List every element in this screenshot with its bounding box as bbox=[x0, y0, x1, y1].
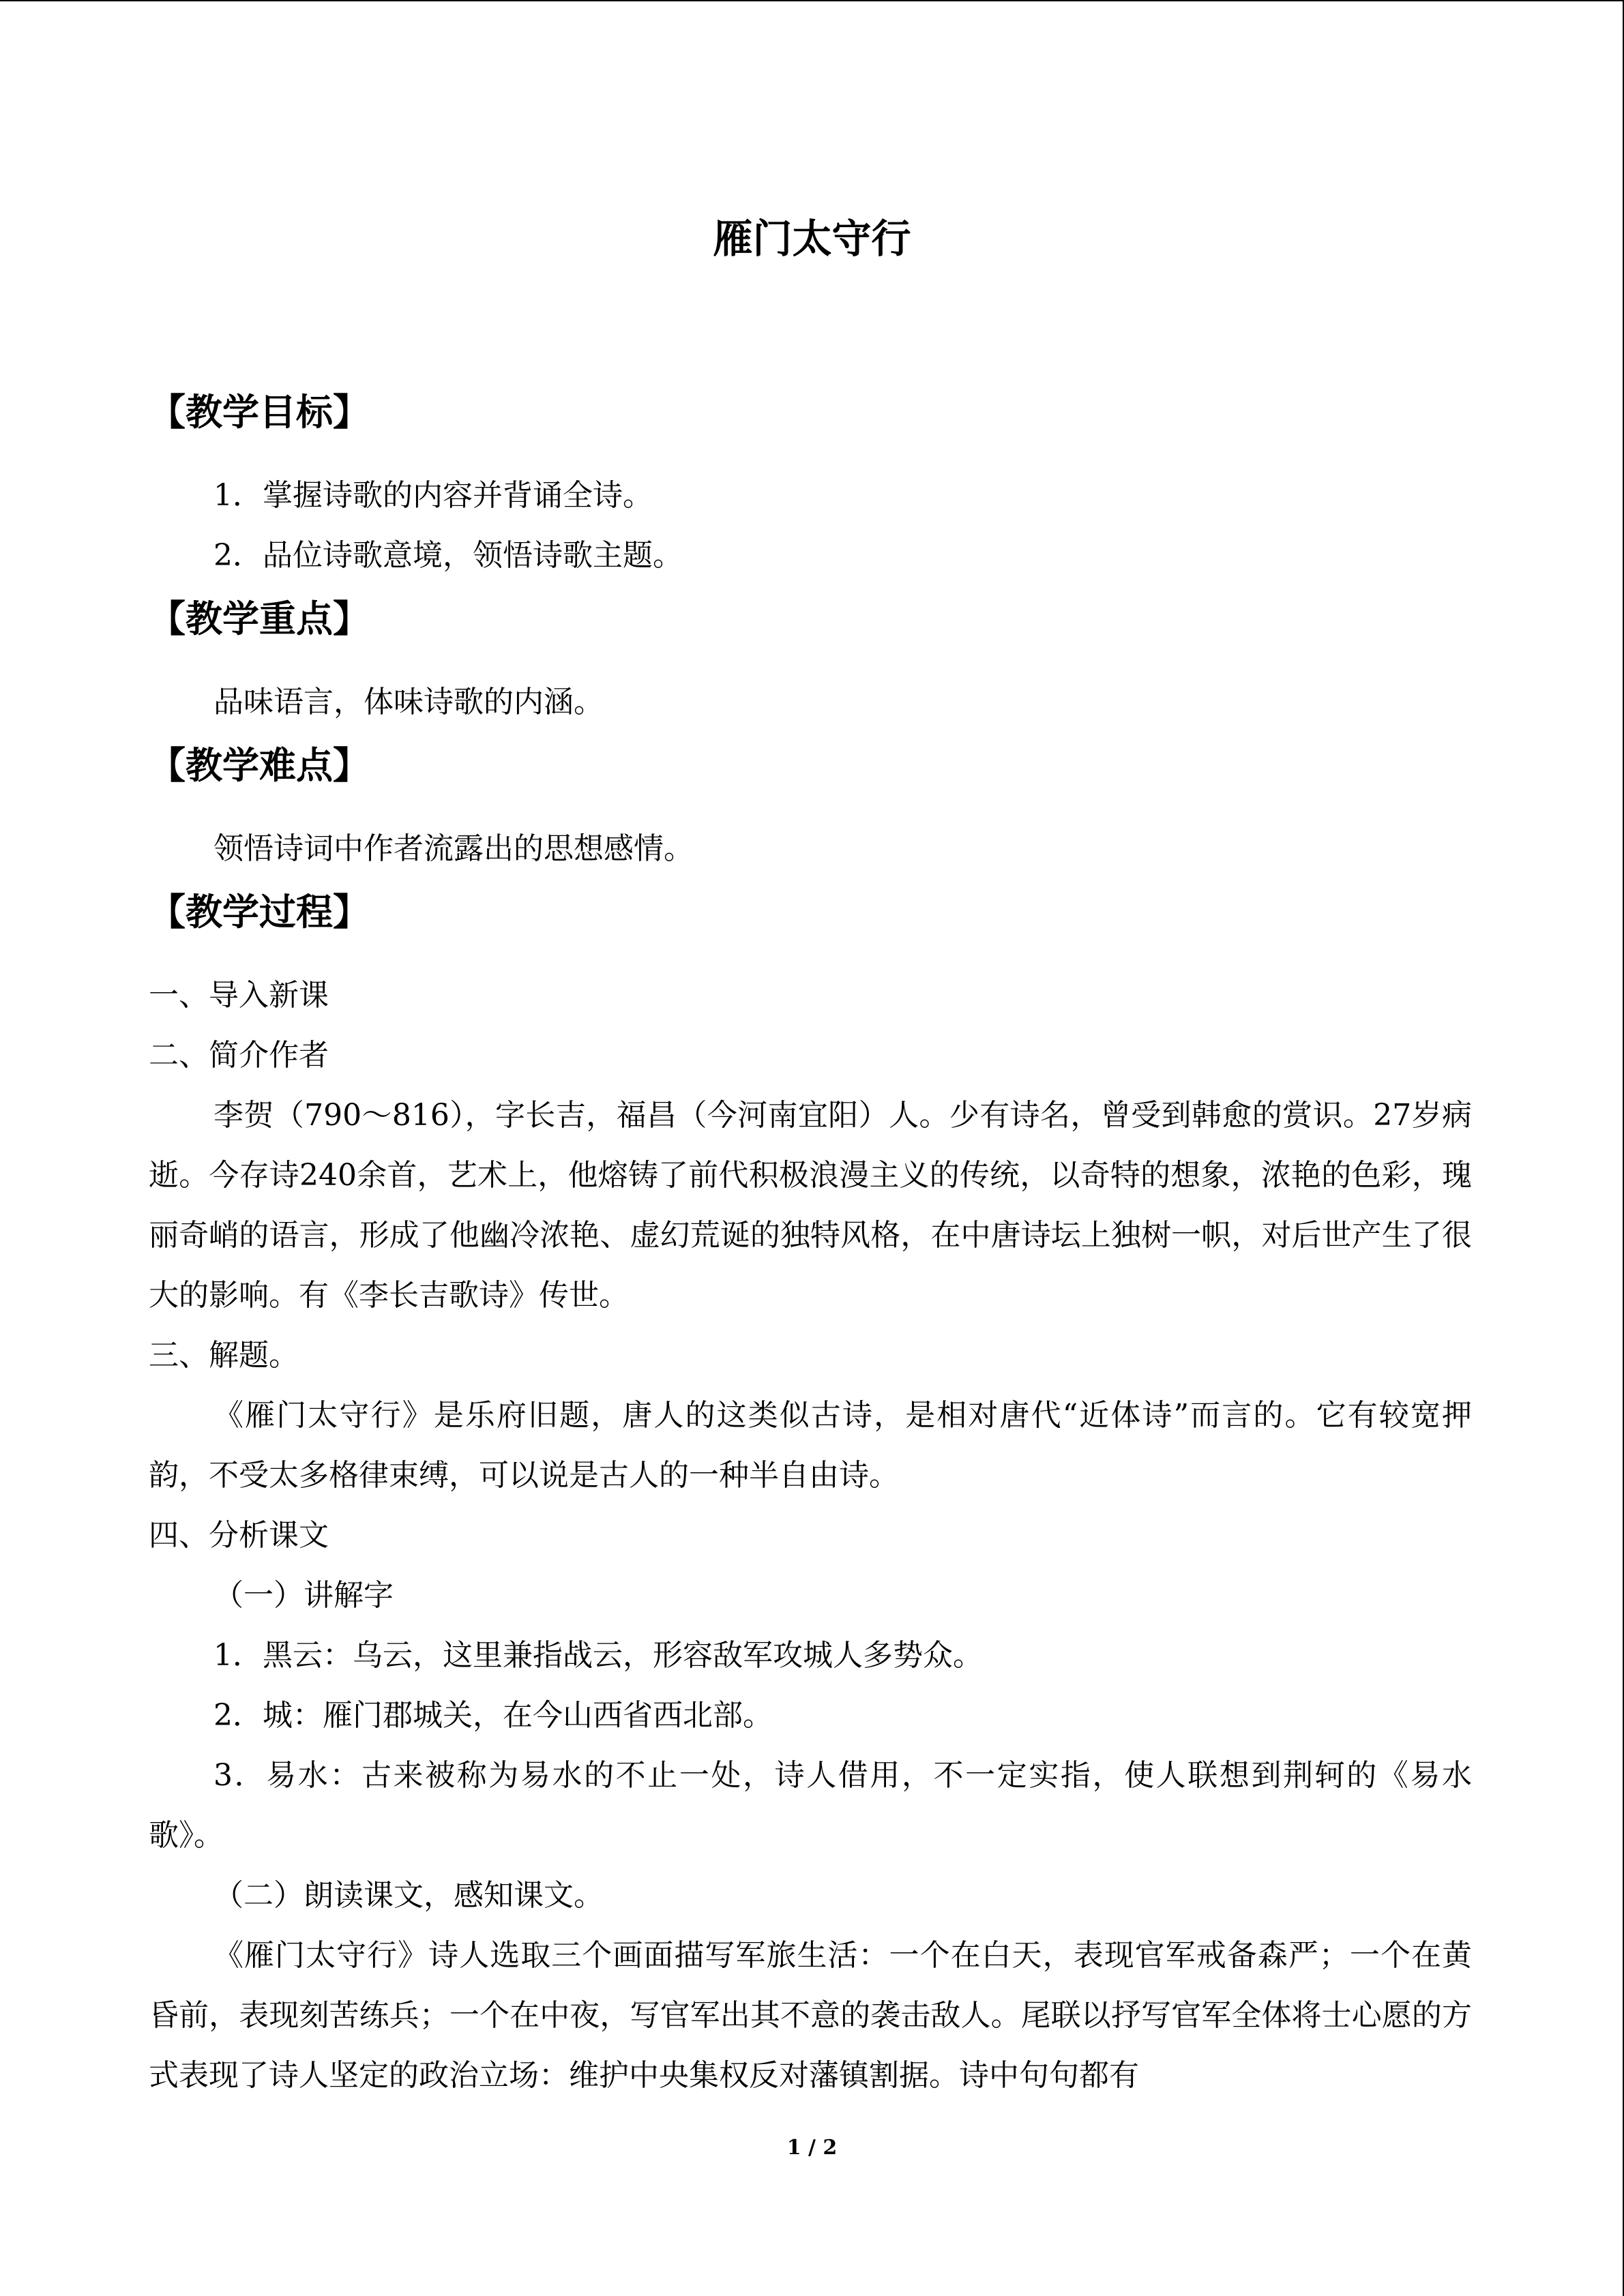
heading-key-points: 【教学重点】 bbox=[149, 597, 370, 640]
heading-difficulties: 【教学难点】 bbox=[149, 744, 370, 787]
title-paragraph: 《雁门太守行》是乐府旧题，唐人的这类似古诗，是相对唐代“近体诗”而言的。它有较宽押韵，不受太多格律束缚，可以说是古人的一种半自由诗。 bbox=[149, 1398, 1472, 1493]
page-number: 1 / 2 bbox=[786, 2136, 838, 2160]
process-step-intro: 一、导入新课 bbox=[149, 978, 329, 1013]
word-item-long: 3．易水：古来被称为易水的不止一处，诗人借用，不一定实指，使人联想到荆轲的《易水歌》。 bbox=[149, 1758, 1472, 1853]
objective-item: 1．掌握诗歌的内容并背诵全诗。 bbox=[213, 478, 653, 513]
word-item: 1．黑云：乌云，这里兼指战云，形容敌军攻城人多势众。 bbox=[213, 1638, 983, 1673]
sub-section-reading: （二）朗读课文，感知课文。 bbox=[213, 1878, 604, 1913]
process-step-author: 二、简介作者 bbox=[149, 1038, 329, 1073]
objective-item: 2．品位诗歌意境，领悟诗歌主题。 bbox=[213, 538, 683, 573]
page-border-top bbox=[0, 0, 1624, 1]
process-step-analysis: 四、分析课文 bbox=[149, 1518, 329, 1553]
heading-process: 【教学过程】 bbox=[149, 891, 370, 934]
heading-objectives: 【教学目标】 bbox=[149, 391, 370, 434]
difficulties-text: 领悟诗词中作者流露出的思想感情。 bbox=[213, 831, 694, 866]
key-points-text: 品味语言，体味诗歌的内涵。 bbox=[213, 685, 604, 719]
word-item: 2．城：雁门郡城关，在今山西省西北部。 bbox=[213, 1698, 773, 1733]
document-title: 雁门太守行 bbox=[713, 215, 911, 262]
reading-paragraph: 《雁门太守行》诗人选取三个画面描写军旅生活：一个在白天，表现官军戒备森严；一个在黄昏前，表现刻苦练兵；一个在中夜，写官军出其不意的袭击敌人。尾联以抒写官军全体将士心愿的方式表现了诗人坚定的政治立场：维护中央集权反对藩镇割据。诗中句句都有 bbox=[149, 1938, 1472, 2093]
sub-section-words: （一）讲解字 bbox=[213, 1578, 394, 1613]
author-paragraph: 李贺（790～816），字长吉，福昌（今河南宜阳）人。少有诗名，曾受到韩愈的赏识。27岁病逝。今存诗240余首，艺术上，他熔铸了前代积极浪漫主义的传统，以奇特的想象，浓艳的色彩，瑰丽奇峭的语言，形成了他幽冷浓艳、虚幻荒诞的独特风格，在中唐诗坛上独树一帜，对后世产生了很大的影响。有《李长吉歌诗》传世。 bbox=[149, 1098, 1472, 1313]
process-step-title: 三、解题。 bbox=[149, 1338, 299, 1373]
